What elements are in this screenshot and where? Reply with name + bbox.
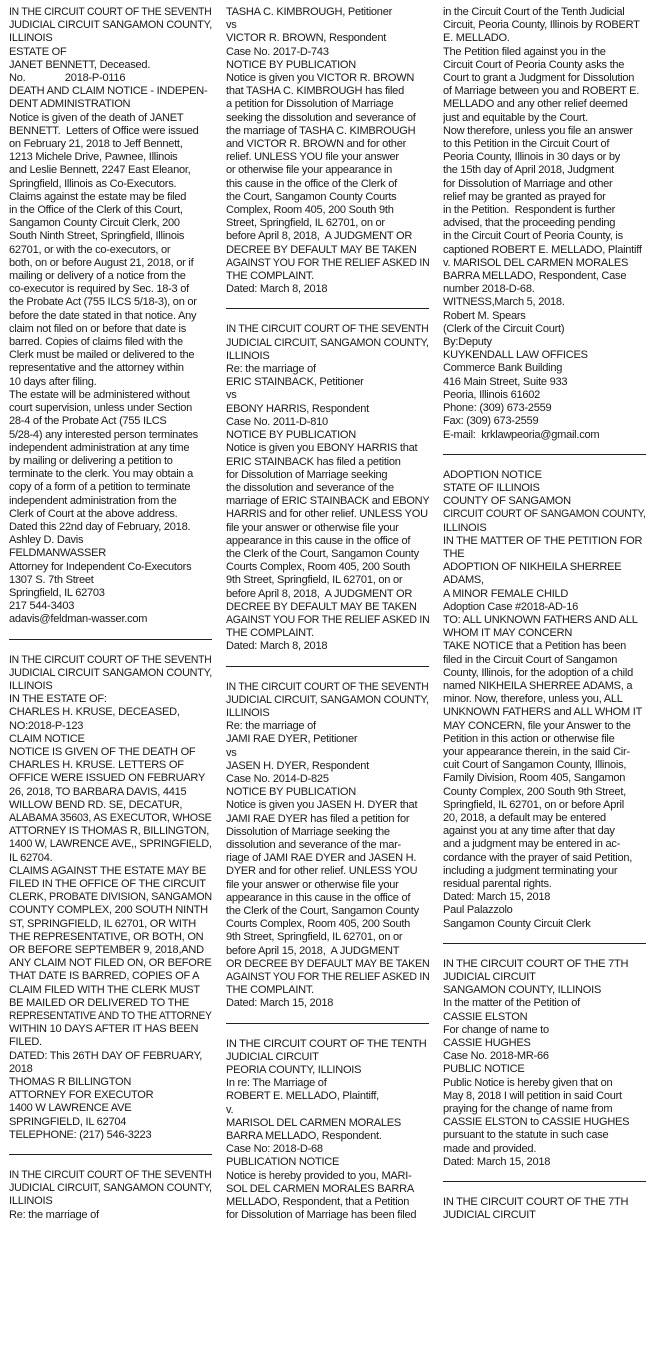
notice-text-line: ANY CLAIM NOT FILED ON, OR BEFORE <box>9 957 212 970</box>
notice-text-line: DENT ADMINISTRATION <box>9 98 131 111</box>
notice-text-line: Circuit, Peoria County, Illinois by ROBERT <box>443 19 640 32</box>
notice-text-line: Re: the marriage of <box>9 1208 99 1221</box>
notice-text-line: appearance in this cause in the office of <box>226 534 411 547</box>
notice-text-line: v. MARISOL DEL CARMEN MORALES <box>443 256 629 269</box>
notice-text-line: BARRA MELLADO, Respondent, Case <box>443 270 627 283</box>
notice-text-line: MARISOL DEL CARMEN MORALES <box>226 1116 401 1129</box>
notice-text-line: 20, 2018, a default may be entered <box>443 811 606 824</box>
notice-text-line: ST, SPRINGFIELD, IL 62701, OR WITH <box>9 917 196 930</box>
notice-text-line: against you at any time after that day <box>443 825 615 838</box>
notice-text-line: your appearance therein, in the said Cir- <box>443 745 630 758</box>
notice-text-line: by mailing or delivering a petition to <box>9 454 173 467</box>
notice-text-line: VICTOR R. BROWN, Respondent <box>226 32 387 45</box>
notice-text-line: (Clerk of the Circuit Court) <box>443 322 565 335</box>
notice-text-line: Re: the marriage of <box>226 720 316 733</box>
notice-text-line: for Dissolution of Marriage and other <box>443 177 613 190</box>
notice-text-line: Case No. 2011-D-810 <box>226 415 328 428</box>
notice-text-line: 2018 <box>9 1062 33 1075</box>
notice-text-line: Courts Complex, Room 405, 200 South <box>226 561 411 574</box>
notice-text-line: before April 8, 2018, A JUDGMENT OR <box>226 587 413 600</box>
notice-text-line: JUDICIAL CIRCUIT <box>443 971 536 984</box>
notice-text-line: JAMI RAE DYER has filed a petition for <box>226 812 410 825</box>
notice-text-line: Dated: March 15, 2018 <box>226 997 334 1010</box>
notice-text-line: In the matter of the Petition of <box>443 997 580 1010</box>
notice-text-line: dissolution and severance of the mar- <box>226 838 401 851</box>
notice-text-line: v. <box>226 1103 234 1116</box>
notice-text-line: KUYKENDALL LAW OFFICES <box>443 349 588 362</box>
notice-text-line: Court to grant a Judgment for Dissolution <box>443 72 635 85</box>
notice-text-line: vs <box>226 746 237 759</box>
notice-text-line: PEORIA COUNTY, ILLINOIS <box>226 1064 362 1077</box>
notice-text-line: Ashley D. Davis <box>9 534 84 547</box>
notice-text-line: 62701, or with the co-executors, or <box>9 243 171 256</box>
notice-text-line: CLAIMS AGAINST THE ESTATE MAY BE <box>9 864 207 877</box>
notice-text-line: THE REPRESENTATIVE, OR BOTH, ON <box>9 930 204 943</box>
notice-text-line: THE <box>443 547 465 560</box>
notice-text-line: ERIC STAINBACK, Petitioner <box>226 376 364 389</box>
notice-text-line: COUNTY OF SANGAMON <box>443 495 571 508</box>
notice-text-line: ROBERT E. MELLADO, Plaintiff, <box>226 1090 379 1103</box>
notice-text-line: CLAIM FILED WITH THE CLERK MUST <box>9 983 200 996</box>
notice-text-line: marriage of ERIC STAINBACK and EBONY <box>226 495 429 508</box>
notice-text-line: UNKNOWN FATHERS and ALL WHOM IT <box>443 706 643 719</box>
notice-text-line: Courts Complex, Room 405, 200 South <box>226 918 411 931</box>
notice-text-line: JUDICIAL CIRCUIT, SANGAMON COUNTY, <box>9 1182 212 1195</box>
notice-text-line: DEATH AND CLAIM NOTICE - INDEPEN- <box>9 85 208 98</box>
notice-text-line: Springfield, IL 62701, on or before April <box>443 798 624 811</box>
notice-text-line: MAY CONCERN, file your Answer to the <box>443 719 631 732</box>
notice-text-line: DECREE BY DEFAULT MAY BE TAKEN <box>226 600 417 613</box>
notice-text-line: ILLINOIS <box>9 1195 53 1208</box>
notice-text-line: THE COMPLAINT. <box>226 984 314 997</box>
notice-text-line: ILLINOIS <box>226 349 270 362</box>
notice-text-line: and Leslie Bennett, 2247 East Eleanor, <box>9 164 191 177</box>
notice-text-line: THOMAS R BILLINGTON <box>9 1076 132 1089</box>
notice-text-line: vs <box>226 389 237 402</box>
notice-text-line: including a judgment terminating your <box>443 864 618 877</box>
notice-text-line: in the Office of the Clerk of this Court, <box>9 204 183 217</box>
notice-text-line: or otherwise file your appearance in <box>226 164 393 177</box>
notice-text-line: No. 2018-P-0116 <box>9 72 126 85</box>
notice-text-line: JASEN H. DYER, Respondent <box>226 759 369 772</box>
notice-text-line: named NIKHEILA SHERREE ADAMS, a <box>443 679 633 692</box>
notice-text-line: the Court, Sangamon County Courts <box>226 190 397 203</box>
notice-text-line: BARRA MELLADO, Respondent. <box>226 1130 382 1143</box>
notice-text-line: By:Deputy <box>443 336 492 349</box>
notice-text-line: WILLOW BEND RD. SE, DECATUR, <box>9 798 183 811</box>
notice-text-line: file your answer or otherwise file your <box>226 878 399 891</box>
notice-text-line: this cause in the office of the Clerk of <box>226 177 397 190</box>
legal-notice-kruse <box>9 654 212 1156</box>
legal-notice-mellado-start <box>226 1038 429 1223</box>
notice-text-line: IN THE CIRCUIT COURT OF THE TENTH <box>226 1037 427 1050</box>
notice-text-line: Now therefore, unless you file an answer <box>443 124 633 137</box>
notice-text-line: mailing or delivery of a notice from the <box>9 270 186 283</box>
notice-text-line: Springfield, IL 62703 <box>9 586 105 599</box>
notice-text-line: PUBLICATION NOTICE <box>226 1156 340 1169</box>
notice-text-line: terminate to the clerk. You may obtain a <box>9 468 194 481</box>
notice-text-line: Springfield, Illinois as Co-Executors. <box>9 177 177 190</box>
notice-text-line: E. MELLADO. <box>443 32 510 45</box>
notice-text-line: NO:2018-P-123 <box>9 719 84 732</box>
notice-text-line: Attorney for Independent Co-Executors <box>9 560 192 573</box>
notice-text-line: PUBLIC NOTICE <box>443 1063 525 1076</box>
notice-text-line: Street, Springfield, IL 62701, on or <box>226 217 385 230</box>
notice-text-line: Paul Palazzolo <box>443 904 513 917</box>
notice-text-line: THAT DATE IS BARRED, COPIES OF A <box>9 970 200 983</box>
notice-text-line: copy of a form of a petition to terminate <box>9 481 191 494</box>
notice-text-line: CLERK, PROBATE DIVISION, SANGAMON <box>9 891 212 904</box>
notice-text-line: to this Petition in the Circuit Court of <box>443 138 610 151</box>
notice-text-line: in the Circuit Court of Peoria County, is <box>443 230 623 243</box>
notice-text-line: BENNETT. Letters of Office were issued <box>9 124 199 137</box>
notice-text-line: CASSIE ELSTON <box>443 1010 528 1023</box>
notice-text-line: for Dissolution of Marriage has been filed <box>226 1209 417 1222</box>
notice-text-line: IL 62704. <box>9 851 53 864</box>
notice-text-line: riage of JAMI RAE DYER and JASEN H. <box>226 852 417 865</box>
notice-text-line: Re: the marriage of <box>226 363 316 376</box>
notice-text-line: DATED: This 26TH DAY OF FEBRUARY, <box>9 1049 203 1062</box>
notice-text-line: Notice is given you VICTOR R. BROWN <box>226 72 415 85</box>
notice-text-line: claim not filed on or before that date is <box>9 322 187 335</box>
notice-text-line: CHARLES H. KRUSE. LETTERS OF <box>9 759 184 772</box>
notice-text-line: that TASHA C. KIMBROUGH has filed <box>226 85 404 98</box>
notice-text-line: Dated: March 8, 2018 <box>226 640 328 653</box>
notice-text-line: Family Division, Room 405, Sangamon <box>443 772 626 785</box>
notice-text-line: co-executor is required by Sec. 18-3 of <box>9 283 189 296</box>
notice-text-line: IN THE CIRCUIT COURT OF THE SEVENTH <box>9 6 212 18</box>
notice-text-line: JUDICIAL CIRCUIT, SANGAMON COUNTY, <box>226 693 429 706</box>
notice-text-line: Notice is given of the death of JANET <box>9 111 184 124</box>
notice-text-line: before April 8, 2018, A JUDGMENT OR <box>226 230 413 243</box>
notice-text-line: IN THE CIRCUIT COURT OF THE 7TH <box>443 1196 629 1209</box>
legal-notice-elston <box>443 958 646 1182</box>
notice-text-line: Clerk of Court at the above address. <box>9 507 178 520</box>
notice-text-line: independent administration from the <box>9 494 177 507</box>
notice-text-line: Sangamon County Circuit Clerk, 200 <box>9 217 180 230</box>
notice-text-line: DYER and for other relief. UNLESS YOU <box>226 865 418 878</box>
legal-notice-bennett <box>9 6 212 640</box>
notice-text-line: HARRIS and for other relief. UNLESS YOU <box>226 508 428 521</box>
notice-text-line: and a judgment may be entered in ac- <box>443 838 621 851</box>
notice-text-line: AGAINST YOU FOR THE RELIEF ASKED IN <box>226 613 429 626</box>
notice-text-line: the Clerk of the Court, Sangamon County <box>226 547 419 560</box>
notice-text-line: Petition in this action or otherwise file <box>443 732 615 745</box>
notice-text-line: representative and the attorney within <box>9 362 184 375</box>
notice-text-line: in the Circuit Court of the Tenth Judicial <box>443 6 625 18</box>
notice-text-line: TAKE NOTICE that a Petition has been <box>443 640 626 653</box>
notice-text-line: Complex, Room 405, 200 South 9th <box>226 204 394 217</box>
notice-text-line: JUDICIAL CIRCUIT <box>443 1209 536 1222</box>
notice-text-line: adavis@feldman-wasser.com <box>9 613 148 626</box>
notice-text-line: JANET BENNETT, Deceased. <box>9 58 151 71</box>
notice-text-line: relief. UNLESS YOU file your answer <box>226 151 399 164</box>
notice-text-line: pursuant to the statute in such case <box>443 1129 609 1142</box>
notice-text-line: County, Illinois, for the adoption of a child <box>443 666 633 679</box>
notice-text-line: THE COMPLAINT. <box>226 627 314 640</box>
notice-text-line: Dated: March 15, 2018 <box>443 891 551 904</box>
legal-notice-dyer <box>226 681 429 1024</box>
notice-text-line: filed in the Circuit Court of Sangamon <box>443 653 618 666</box>
notice-text-line: BE MAILED OR DELIVERED TO THE <box>9 996 189 1009</box>
notice-text-line: a petition for Dissolution of Marriage <box>226 98 394 111</box>
notice-text-line: Clerk must be mailed or delivered to the <box>9 349 195 362</box>
notice-text-line: Phone: (309) 673-2559 <box>443 402 552 415</box>
notice-text-line: the dissolution and severance of the <box>226 481 394 494</box>
notice-text-line: independent administration at any time <box>9 441 190 454</box>
notice-text-line: STATE OF ILLINOIS <box>443 481 540 494</box>
notice-column-3 <box>443 6 646 1361</box>
notice-text-line: JUDICIAL CIRCUIT SANGAMON COUNTY, <box>9 19 212 32</box>
notice-text-line: Notice is given you JASEN H. DYER that <box>226 799 418 812</box>
notice-text-line: file your answer or otherwise file your <box>226 521 399 534</box>
notice-text-line: ILLINOIS <box>9 32 53 45</box>
notice-text-line: NOTICE BY PUBLICATION <box>226 58 356 71</box>
notice-text-line: for Dissolution of Marriage seeking <box>226 468 388 481</box>
legal-notice-mellado <box>443 6 646 455</box>
notice-text-line: Notice is hereby provided to you, MARI- <box>226 1169 412 1182</box>
notice-text-line: 416 Main Street, Suite 933 <box>443 375 568 388</box>
notice-text-line: captioned ROBERT E. MELLADO, Plaintiff <box>443 243 642 256</box>
notice-text-line: Case No. 2018-MR-66 <box>443 1050 549 1063</box>
notice-text-line: minor. Now, therefore, unless you, ALL <box>443 693 623 706</box>
notice-text-line: 217 544-3403 <box>9 600 75 613</box>
notice-text-line: 28-4 of the Probate Act (755 ILCS <box>9 415 167 428</box>
notice-text-line: IN THE CIRCUIT COURT OF THE 7TH <box>443 957 629 970</box>
notice-text-line: NOTICE BY PUBLICATION <box>226 786 356 799</box>
notice-text-line: cordance with the prayer of said Petition, <box>443 851 633 864</box>
notice-text-line: ADOPTION NOTICE <box>443 468 542 481</box>
notice-text-line: ERIC STAINBACK has filed a petition <box>226 455 401 468</box>
notice-text-line: TASHA C. KIMBROUGH, Petitioner <box>226 6 393 18</box>
notice-text-line: NOTICE IS GIVEN OF THE DEATH OF <box>9 745 196 758</box>
notice-text-line: SANGAMON COUNTY, ILLINOIS <box>443 984 602 997</box>
notice-text-line: ESTATE OF <box>9 45 67 58</box>
notice-text-line: OR DECREE BY DEFAULT MAY BE TAKEN <box>226 957 429 970</box>
notice-text-line: and VICTOR R. BROWN and for other <box>226 138 407 151</box>
notice-text-line: JAMI RAE DYER, Petitioner <box>226 733 358 746</box>
notice-text-line: 1400 W LAWRENCE AVE <box>9 1102 132 1115</box>
notice-text-line: REPRESENTATIVE AND TO THE ATTORNEY <box>9 1010 212 1023</box>
notice-text-line: FELDMANWASSER <box>9 547 107 560</box>
notice-text-line: cuit Court of Sangamon County, Illinois, <box>443 759 627 772</box>
notice-text-line: AGAINST YOU FOR THE RELIEF ASKED IN <box>226 256 429 269</box>
notice-text-line: SPRINGFIELD, IL 62704 <box>9 1115 127 1128</box>
notice-text-line: Dated: March 8, 2018 <box>226 283 328 296</box>
notice-text-line: CLAIM NOTICE <box>9 732 85 745</box>
notice-text-line: THE COMPLAINT. <box>226 270 314 283</box>
notice-text-line: Peoria County, Illinois in 30 days or by <box>443 151 621 164</box>
notice-column-1 <box>9 6 212 1361</box>
notice-text-line: in the Petition. Respondent is further <box>443 204 616 217</box>
notice-text-line: Case No. 2014-D-825 <box>226 772 329 785</box>
notice-text-line: OR BEFORE SEPTEMBER 9, 2018,AND <box>9 944 204 957</box>
notice-text-line: 9th Street, Springfield, IL 62701, on or <box>226 931 403 944</box>
notice-text-line: WITNESS,March 5, 2018. <box>443 296 565 309</box>
notice-text-line: on February 21, 2018 to Jeff Bennett, <box>9 138 183 151</box>
legal-notice-kimbrough <box>226 6 429 309</box>
notice-text-line: MELLADO, Respondent, that a Petition <box>226 1196 410 1209</box>
notice-text-line: Peoria, Illinois 61602 <box>443 388 541 401</box>
notice-text-line: appearance in this cause in the office of <box>226 891 411 904</box>
notice-text-line: ATTORNEY FOR EXECUTOR <box>9 1089 154 1102</box>
notice-text-line: JUDICIAL CIRCUIT <box>226 1050 319 1063</box>
notice-text-line: ILLINOIS <box>9 679 53 692</box>
notice-text-line: ILLINOIS <box>226 706 270 719</box>
notice-text-line: TO: ALL UNKNOWN FATHERS AND ALL <box>443 613 638 626</box>
notice-text-line: SOL DEL CARMEN MORALES BARRA <box>226 1182 415 1195</box>
notice-text-line: before April 15, 2018, A JUDGMENT <box>226 944 400 957</box>
notice-text-line: IN THE MATTER OF THE PETITION FOR <box>443 534 643 547</box>
notice-text-line: IN THE CIRCUIT COURT OF THE SEVENTH <box>9 1169 212 1182</box>
notice-text-line: court supervision, unless under Section <box>9 402 193 415</box>
notice-text-line: CIRCUIT COURT OF SANGAMON COUNTY, <box>443 508 646 521</box>
notice-text-line: Case No. 2017-D-743 <box>226 45 329 58</box>
notice-text-line: IN THE CIRCUIT COURT OF THE SEVENTH <box>226 323 429 336</box>
notice-text-line: Fax: (309) 673-2559 <box>443 415 539 428</box>
notice-text-line: 1307 S. 7th Street <box>9 573 94 586</box>
notice-text-line: The estate will be administered without <box>9 388 190 401</box>
notice-text-line: Robert M. Spears <box>443 309 526 322</box>
notice-text-line: 5/28-4) any interested person terminates <box>9 428 198 441</box>
notice-text-line: barred. Copies of claims filed with the <box>9 336 183 349</box>
notice-text-line: In re: The Marriage of <box>226 1077 327 1090</box>
notice-text-line: ADAMS, <box>443 574 484 587</box>
notice-text-line: just and equitable by the Court. <box>443 111 588 124</box>
notice-text-line: IN THE ESTATE OF: <box>9 693 107 706</box>
notice-text-line: CASSIE ELSTON to CASSIE HUGHES <box>443 1116 630 1129</box>
notice-text-line: praying for the change of name from <box>443 1103 613 1116</box>
notice-text-line: ADOPTION OF NIKHEILA SHERREE <box>443 561 622 574</box>
legal-notice-next-start <box>443 1196 646 1222</box>
notice-text-line: made and provided. <box>443 1142 537 1155</box>
notice-text-line: Commerce Bank Building <box>443 362 563 375</box>
legal-notice-stainback <box>226 323 429 666</box>
notice-text-line: 26, 2018, TO BARBARA DAVIS, 4415 <box>9 785 187 798</box>
notice-text-line: DECREE BY DEFAULT MAY BE TAKEN <box>226 243 417 256</box>
notice-text-line: the marriage of TASHA C. KIMBROUGH <box>226 124 416 137</box>
notice-text-line: 10 days after filing. <box>9 375 97 388</box>
notice-column-2 <box>226 6 429 1361</box>
notice-text-line: 1213 Michele Drive, Pawnee, Illinois <box>9 151 178 164</box>
notice-text-line: ATTORNEY IS THOMAS R, BILLINGTON, <box>9 825 210 838</box>
notice-text-line: vs <box>226 19 237 32</box>
notice-text-line: Dated: March 15, 2018 <box>443 1155 551 1168</box>
notice-text-line: IN THE CIRCUIT COURT OF THE SEVENTH <box>226 680 429 693</box>
notice-text-line: South Ninth Street, Springfield, Illinois <box>9 230 185 243</box>
notice-text-line: JUDICIAL CIRCUIT, SANGAMON COUNTY, <box>226 336 429 349</box>
notice-text-line: the 15th day of April 2018, Judgment <box>443 164 614 177</box>
notice-text-line: 9th Street, Springfield, IL 62701, on or <box>226 574 403 587</box>
notice-text-line: ILLINOIS <box>443 521 487 534</box>
notice-text-line: seeking the dissolution and severance of <box>226 111 416 124</box>
notice-text-line: TELEPHONE: (217) 546-3223 <box>9 1128 152 1141</box>
notice-text-line: the Clerk of the Court, Sangamon County <box>226 905 419 917</box>
notice-text-line: IN THE CIRCUIT COURT OF THE SEVENTH <box>9 653 212 666</box>
notice-text-line: FILED. <box>9 1036 42 1049</box>
notice-text-line: Sangamon County Circuit Clerk <box>443 917 591 930</box>
notice-text-line: Adoption Case #2018-AD-16 <box>443 600 578 613</box>
notice-text-line: Dissolution of Marriage seeking the <box>226 825 390 838</box>
notice-text-line: NOTICE BY PUBLICATION <box>226 429 356 442</box>
notice-text-line: relief may be granted as prayed for <box>443 190 606 203</box>
notice-text-line: EBONY HARRIS, Respondent <box>226 402 369 415</box>
notice-text-line: CASSIE HUGHES <box>443 1037 531 1050</box>
notice-text-line: A MINOR FEMALE CHILD <box>443 587 569 600</box>
legal-notice-adams <box>443 469 646 944</box>
notice-text-line: Claims against the estate may be filed <box>9 190 187 203</box>
notice-text-line: County Complex, 200 South 9th Street, <box>443 785 626 798</box>
notice-text-line: FILED IN THE OFFICE OF THE CIRCUIT <box>9 878 206 890</box>
notice-text-line: WITHIN 10 DAYS AFTER IT HAS BEEN <box>9 1023 199 1036</box>
notice-text-line: residual parental rights. <box>443 878 552 890</box>
notice-text-line: The Petition filed against you in the <box>443 45 606 58</box>
notice-text-line: number 2018-D-68. <box>443 283 535 296</box>
notice-text-line: 1400 W, LAWRENCE AVE,, SPRINGFIELD, <box>9 838 212 851</box>
notice-text-line: COUNTY COMPLEX, 200 SOUTH NINTH <box>9 904 208 917</box>
notice-text-line: ALABAMA 35603, AS EXECUTOR, WHOSE <box>9 811 212 824</box>
notice-text-line: CHARLES H. KRUSE, DECEASED, <box>9 706 180 719</box>
notice-text-line: AGAINST YOU FOR THE RELIEF ASKED IN <box>226 971 429 984</box>
notice-text-line: advised, that the proceeding pending <box>443 217 616 230</box>
notice-text-line: Notice is given you EBONY HARRIS that <box>226 442 418 455</box>
notice-text-line: before the date stated in that notice. Any <box>9 309 197 322</box>
legal-notice-kimbrough-start <box>9 1169 212 1222</box>
notice-text-line: the Probate Act (755 ILCS 5/18-3), on or <box>9 296 197 309</box>
notice-text-line: MELLADO and any other relief deemed <box>443 98 628 111</box>
notice-text-line: E-mail: krklawpeoria@gmail.com <box>443 428 600 441</box>
notice-text-line: OFFICE WERE ISSUED ON FEBRUARY <box>9 772 206 785</box>
notice-text-line: Circuit Court of Peoria County asks the <box>443 58 625 71</box>
notice-text-line: both, on or before August 21, 2018, or if <box>9 256 194 269</box>
notice-text-line: Case No: 2018-D-68 <box>226 1143 323 1156</box>
notice-text-line: May 8, 2018 I will petition in said Court <box>443 1089 622 1102</box>
notice-text-line: Dated this 22nd day of February, 2018. <box>9 520 191 533</box>
notice-text-line: WHOM IT MAY CONCERN <box>443 627 573 640</box>
notice-text-line: of Marriage between you and ROBERT E. <box>443 85 640 98</box>
notice-text-line: Public Notice is hereby given that on <box>443 1076 613 1089</box>
notice-text-line: JUDICIAL CIRCUIT SANGAMON COUNTY, <box>9 666 212 679</box>
notice-text-line: For change of name to <box>443 1023 549 1036</box>
